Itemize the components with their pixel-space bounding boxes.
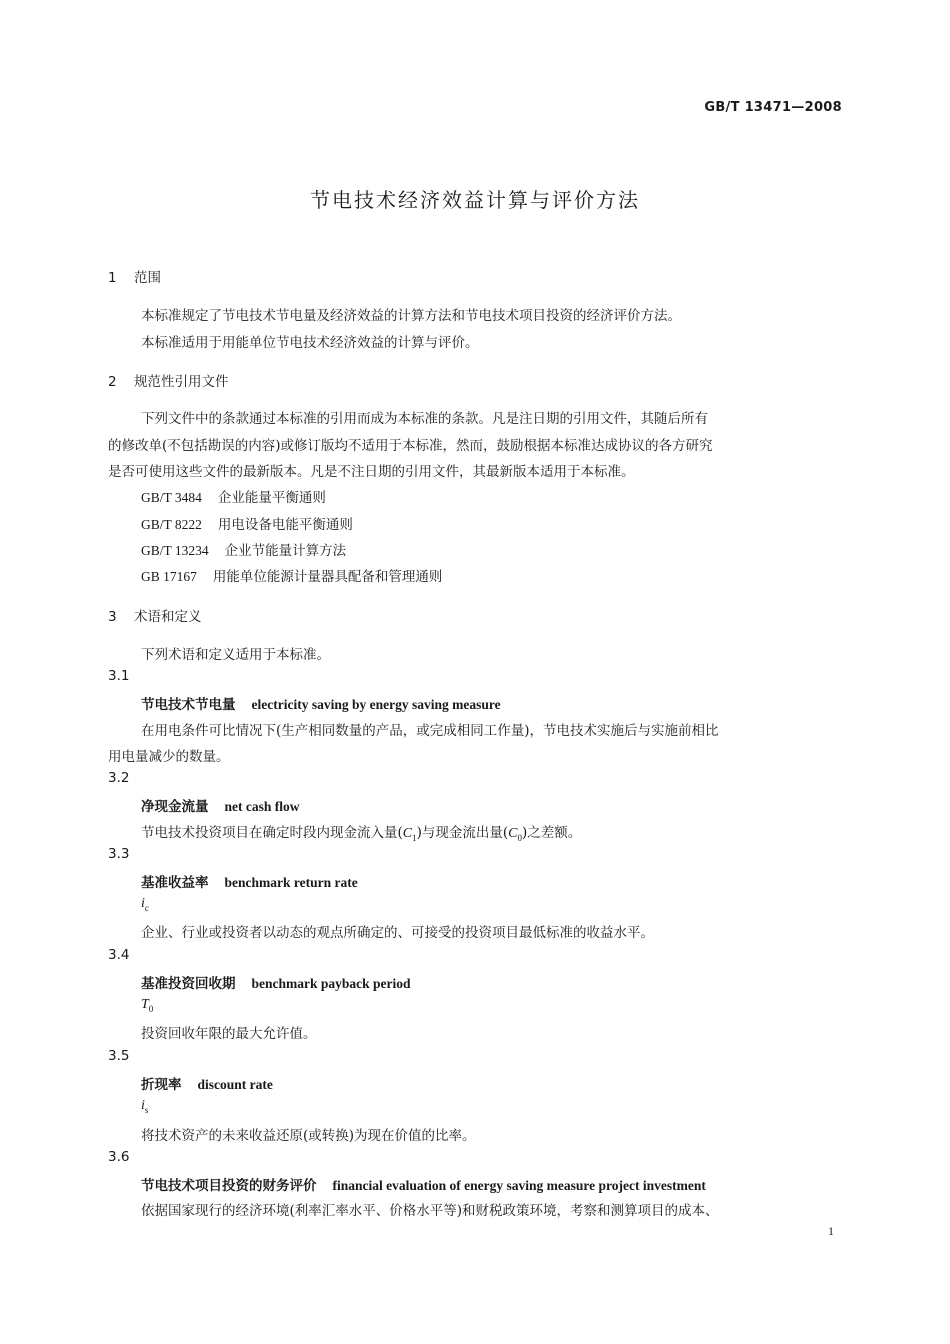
reference-name: 企业能量平衡通则 [217,490,326,506]
reference-code: GB 17167 [141,569,197,584]
standard-code: GB/T 13471—2008 [704,100,842,115]
term-en: financial evaluation of energy saving measure project investment [332,1178,706,1193]
clause-number: 3.2 [108,770,130,786]
term-definition: 在用电条件可比情况下(生产相同数量的产品，或完成相同工作量)，节电技术实施后与实施前相比 [141,723,719,739]
term-definition: 依据国家现行的经济环境(利率汇率水平、价格水平等)和财税政策环境，考察和测算项目的成本、 [141,1203,719,1219]
symbol-letter: T [141,997,149,1012]
section-1-paragraph-2: 本标准适用于用能单位节电技术经济效益的计算与评价。 [141,335,479,351]
term-heading [141,871,358,891]
term-definition: 将技术资产的未来收益还原(或转换)为现在价值的比率。 [141,1128,476,1144]
term-cn: 基准投资回收期 [141,976,236,992]
symbol-subscript: c [144,902,149,913]
term-heading [141,1174,706,1194]
term-definition: 投资回收年限的最大允许值。 [141,1026,317,1042]
term-definition: 企业、行业或投资者以动态的观点所确定的、可接受的投资项目最低标准的收益水平。 [141,925,654,941]
normative-reference [141,565,442,585]
term-cn: 折现率 [141,1077,182,1093]
term-symbol [141,997,153,1014]
normative-reference [141,513,353,533]
section-number: 3 [108,609,117,625]
definition-text: )之差额。 [522,825,582,841]
document-title: 节电技术经济效益计算与评价方法 [310,188,640,212]
section-1-heading [108,266,161,286]
definition-text: )与现金流出量( [416,825,509,841]
term-symbol [141,896,149,913]
section-title: 范围 [134,270,161,286]
section-number: 1 [108,270,117,286]
term-cn: 节电技术节电量 [141,697,236,713]
definition-text: 节电技术投资项目在确定时段内现金流入量( [141,825,403,841]
section-number: 2 [108,374,117,390]
section-title: 术语和定义 [134,609,202,625]
normative-reference [141,539,346,559]
page-number: 1 [828,1224,834,1238]
term-heading [141,795,300,815]
symbol-subscript: 0 [148,1003,154,1014]
section-2-heading [108,370,229,390]
reference-code: GB/T 3484 [141,490,202,505]
clause-number: 3.6 [108,1149,130,1165]
term-definition: 用电量减少的数量。 [108,749,230,765]
term-symbol [141,1098,148,1115]
clause-number: 3.4 [108,947,130,963]
term-en: electricity saving by energy saving measure [251,697,501,712]
symbol-c0 [508,826,522,841]
section-1-paragraph-1: 本标准规定了节电技术节电量及经济效益的计算方法和节电技术项目投资的经济评价方法。 [141,308,681,324]
reference-code: GB/T 13234 [141,543,209,558]
section-2-paragraph-line: 下列文件中的条款通过本标准的引用而成为本标准的条款。凡是注日期的引用文件，其随后所有 [141,411,708,427]
term-definition [141,821,581,843]
term-en: net cash flow [224,799,300,814]
symbol-letter: C [508,826,518,841]
section-2-paragraph-line: 的修改单(不包括勘误的内容)或修订版均不适用于本标准，然而，鼓励根据本标准达成协议的各方研究 [108,438,713,454]
section-2-paragraph-line: 是否可使用这些文件的最新版本。凡是不注日期的引用文件，其最新版本适用于本标准。 [108,464,635,480]
symbol-c1 [403,826,417,841]
reference-name: 企业节能量计算方法 [224,543,347,559]
term-cn: 节电技术项目投资的财务评价 [141,1178,317,1194]
term-heading [141,1073,273,1093]
reference-name: 用电设备电能平衡通则 [217,517,353,533]
clause-number: 3.3 [108,846,130,862]
section-3-intro: 下列术语和定义适用于本标准。 [141,647,330,663]
clause-number: 3.1 [108,668,130,684]
symbol-subscript: 0 [517,832,523,843]
reference-code: GB/T 8222 [141,517,202,532]
term-heading [141,693,501,713]
normative-reference [141,486,326,506]
term-heading [141,972,411,992]
section-title: 规范性引用文件 [134,374,229,390]
section-3-heading [108,605,202,625]
term-cn: 净现金流量 [141,799,209,815]
clause-number: 3.5 [108,1048,130,1064]
term-cn: 基准收益率 [141,875,209,891]
term-en: benchmark payback period [251,976,411,991]
term-en: benchmark return rate [224,875,358,890]
reference-name: 用能单位能源计量器具配备和管理通则 [212,569,443,585]
symbol-subscript: s [144,1104,149,1115]
symbol-subscript: 1 [412,832,417,843]
symbol-letter: C [402,826,413,841]
symbol-letter: i [141,1098,145,1113]
term-en: discount rate [197,1077,273,1092]
symbol-letter: i [141,896,145,911]
